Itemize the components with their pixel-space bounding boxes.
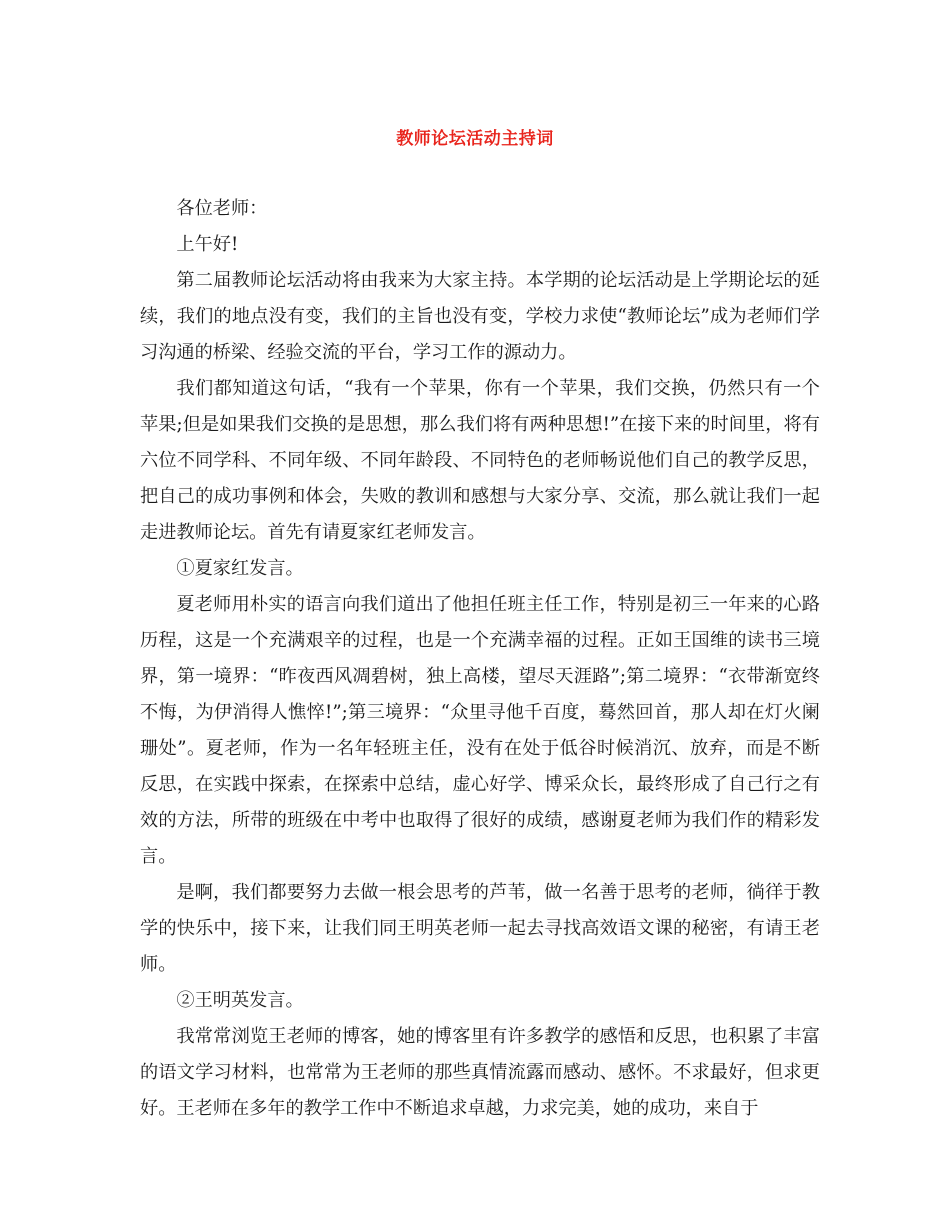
paragraph-speaker-2: ②王明英发言。 bbox=[176, 990, 304, 1011]
paragraph-speaker-1-comment: 夏老师用朴实的语言向我们道出了他担任班主任工作，特别是初三一年来的心路历程，这是一个充满艰辛的过程，也是一个充满幸福的过程。正如王国维的读书三境界，第一境界：“昨夜西风凋碧树，独上高楼，望尽天涯路”;第二境界：“衣带渐宽终不悔，为伊消得人憔悴!”;第三境界：“众里寻他千百度，蓦然回首，那人却在灯火阑珊处”。夏老师，作为一名年轻班主任，没有在处于低谷时候消沉、放弃，而是不断反思，在实践中探索，在探索中总结，虚心好学、博采众长，最终形成了自己行之有效的方法，所带的班级在中考中也取得了很好的成绩，感谢夏老师为我们作的精彩发言。 bbox=[140, 594, 820, 867]
paragraph-greeting: 上午好! bbox=[176, 234, 239, 255]
paragraph-speaker-1: ①夏家红发言。 bbox=[176, 558, 304, 579]
document-body bbox=[140, 191, 820, 1127]
paragraph-speaker-2-comment: 我常常浏览王老师的博客，她的博客里有许多教学的感悟和反思，也积累了丰富的语文学习材料，也常常为王老师的那些真情流露而感动、感怀。不求最好，但求更好。王老师在多年的教学工作中不断追求卓越，力求完美，她的成功，来自于 bbox=[140, 1026, 820, 1119]
paragraph-apple-quote: 我们都知道这句话，“我有一个苹果，你有一个苹果，我们交换，仍然只有一个苹果;但是如果我们交换的是思想，那么我们将有两种思想!”在接下来的时间里，将有六位不同学科、不同年级、不同年龄段、不同特色的老师畅说他们自己的教学反思，把自己的成功事例和体会，失败的教训和感想与大家分享、交流，那么就让我们一起走进教师论坛。首先有请夏家红老师发言。 bbox=[140, 378, 820, 543]
paragraph-salutation: 各位老师： bbox=[176, 198, 268, 219]
paragraph-intro: 第二届教师论坛活动将由我来为大家主持。本学期的论坛活动是上学期论坛的延续，我们的地点没有变，我们的主旨也没有变，学校力求使“教师论坛”成为老师们学习沟通的桥梁、经验交流的平台，学习工作的源动力。 bbox=[140, 270, 820, 363]
document-title: 教师论坛活动主持词 bbox=[396, 129, 554, 149]
paragraph-transition: 是啊，我们都要努力去做一根会思考的芦苇，做一名善于思考的老师，徜徉于教学的快乐中，接下来，让我们同王明英老师一起去寻找高效语文课的秘密，有请王老师。 bbox=[140, 882, 820, 975]
